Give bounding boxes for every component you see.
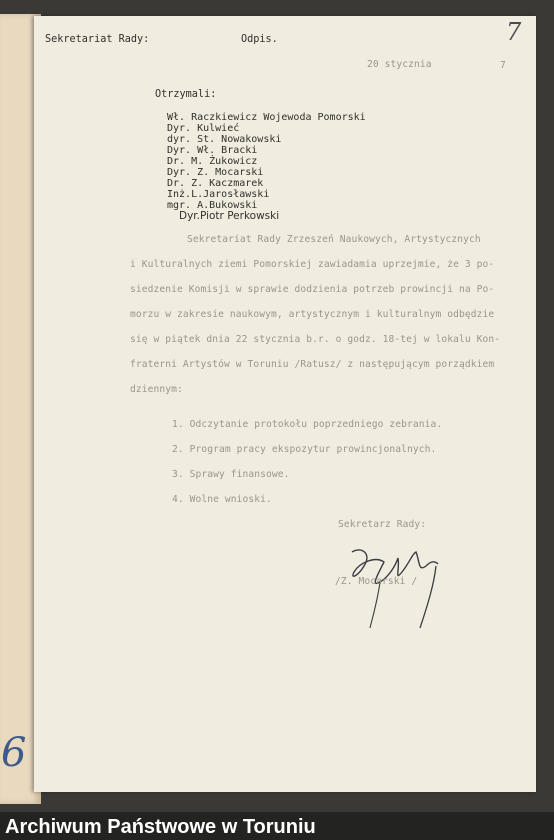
body-line: morzu w zakresie naukowym, artystycznym i kulturalnym odbędzie bbox=[130, 309, 495, 320]
recipient-item: mgr. A.Bukowski bbox=[167, 200, 258, 211]
body-line: siedzenie Komisji w sprawie dodzienia potrzeb prowincji na Po- bbox=[130, 284, 495, 295]
recipient-item: dyr. St. Nowakowski bbox=[167, 134, 282, 145]
recipient-item: Dr. M. Żukowicz bbox=[167, 156, 258, 167]
archive-footer bbox=[0, 812, 554, 840]
recipient-item: Dyr. Wł. Bracki bbox=[167, 145, 258, 156]
recipient-item: Dyr.Piotr Perkowski bbox=[179, 210, 280, 222]
header-date: 20 stycznia bbox=[367, 59, 432, 70]
signature-name: /Z. Mocarski / bbox=[335, 576, 418, 587]
recipient-item: Wł. Raczkiewicz Wojewoda Pomorski bbox=[167, 112, 366, 123]
header-copy-label: Odpis. bbox=[241, 34, 278, 45]
archive-name: Archiwum Państwowe w Toruniu bbox=[5, 816, 316, 838]
signature-title: Sekretarz Rady: bbox=[338, 519, 427, 530]
recipient-item: Inż.L.Jarosławski bbox=[167, 189, 270, 200]
page-number-handwritten: 7 bbox=[506, 18, 522, 46]
margin-handwritten-mark: 6 bbox=[1, 730, 27, 776]
recipient-item: Dr. Z. Kaczmarek bbox=[167, 178, 264, 189]
body-line: dziennym: bbox=[130, 384, 183, 395]
header-office: Sekretariat Rady: bbox=[45, 34, 150, 45]
recipient-item: Dyr. Kulwieć bbox=[167, 123, 240, 134]
recipient-item: Dyr. Z. Mocarski bbox=[167, 167, 264, 178]
document-page bbox=[34, 16, 536, 792]
agenda-item: 1. Odczytanie protokołu poprzedniego zebrania. bbox=[172, 419, 443, 430]
agenda-item: 3. Sprawy finansowe. bbox=[172, 469, 290, 480]
body-line: fraterni Artystów w Toruniu /Ratusz/ z następującym porządkiem bbox=[130, 359, 495, 370]
header-date-suffix: 7 bbox=[500, 60, 506, 71]
agenda-item: 2. Program pracy ekspozytur prowincjonalnych. bbox=[172, 444, 437, 455]
body-line: się w piątek dnia 22 stycznia b.r. o godz. 18-tej w lokalu Kon- bbox=[130, 334, 501, 345]
body-line: i Kulturalnych ziemi Pomorskiej zawiadamia uprzejmie, że 3 po- bbox=[130, 259, 495, 270]
body-line: Sekretariat Rady Zrzeszeń Naukowych, Artystycznych bbox=[187, 234, 481, 245]
recipients-label: Otrzymali: bbox=[155, 89, 217, 100]
agenda-item: 4. Wolne wnioski. bbox=[172, 494, 272, 505]
